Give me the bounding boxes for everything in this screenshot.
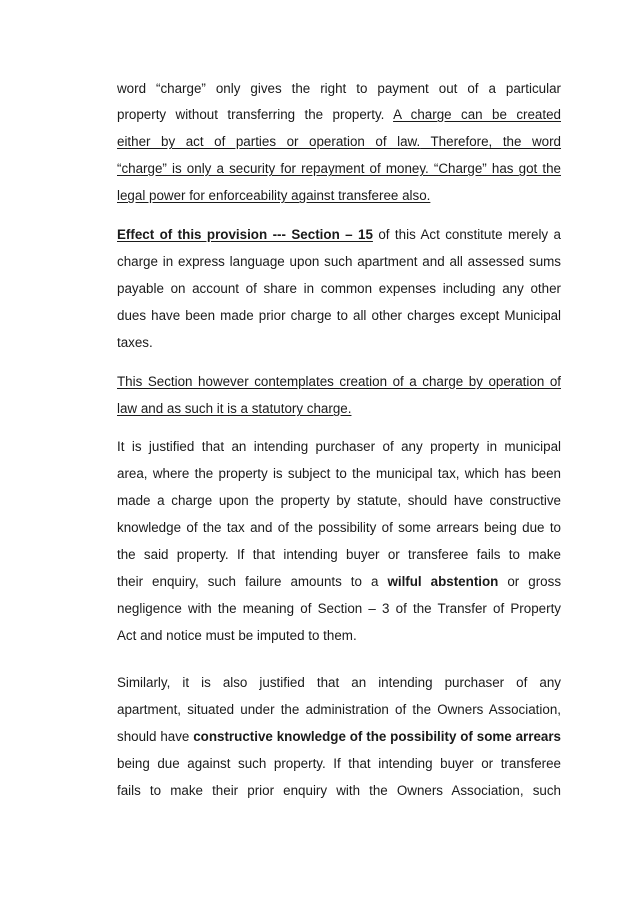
text-run: dues have been made prior charge to all other charges except Municipal <box>117 308 561 323</box>
text-run: payable on account of share in common expenses including any other <box>117 281 561 296</box>
text-run: taxes. <box>117 335 153 350</box>
bold-text: constructive knowledge of the possibility of some arrears <box>193 729 562 744</box>
text-run: word “charge” only gives the right to payment out of a particular <box>117 81 561 96</box>
text-line <box>117 187 561 205</box>
underlined-text: A charge can be created <box>393 107 561 122</box>
text-line <box>117 373 561 391</box>
text-line <box>117 573 561 591</box>
text-line <box>117 400 561 418</box>
text-run: fails to make their prior enquiry with the Owners Association, such <box>117 783 561 798</box>
text-line <box>117 600 561 618</box>
text-run: the said property. If that intending buyer or transferee fails to make <box>117 547 561 562</box>
underlined-text: legal power for enforceability against transferee also. <box>117 188 431 203</box>
text-run: charge in express language upon such apartment and all assessed sums <box>117 254 561 269</box>
underlined-text: “charge” is only a security for repayment of money. “Charge” has got the <box>117 161 561 176</box>
text-line <box>117 160 561 178</box>
underlined-text: Therefore, the word <box>420 134 562 149</box>
text-line <box>117 701 561 719</box>
text-run: knowledge of the tax and of the possibility of some arrears being due to <box>117 520 561 535</box>
text-line <box>117 627 561 645</box>
text-line <box>117 546 561 564</box>
bold-text: wilful abstention <box>387 574 499 589</box>
text-line <box>117 106 561 124</box>
section-heading: Effect of this provision --- Section – 15 <box>117 227 373 242</box>
text-line <box>117 133 561 151</box>
text-run: or gross <box>498 574 562 589</box>
text-line <box>117 728 561 746</box>
text-run: area, where the property is subject to the municipal tax, which has been <box>117 466 561 481</box>
text-run: property without transferring the property. <box>117 107 394 122</box>
text-line <box>117 80 561 98</box>
text-run: apartment, situated under the administration of the Owners Association, <box>117 702 561 717</box>
text-line <box>117 519 561 537</box>
text-run: Similarly, it is also justified that an intending purchaser of any <box>117 675 561 690</box>
text-run: Act and notice must be imputed to them. <box>117 628 357 643</box>
text-line <box>117 226 561 244</box>
text-run: being due against such property. If that intending buyer or transferee <box>117 756 561 771</box>
text-run: It is justified that an intending purchaser of any property in municipal <box>117 439 561 454</box>
underlined-text: either by act of parties or operation of law. <box>117 134 421 149</box>
text-run: negligence with the meaning of Section – 3 of the Transfer of Property <box>117 601 561 616</box>
text-line <box>117 782 561 800</box>
text-run: of this Act constitute merely a <box>372 227 561 242</box>
text-run: should have <box>117 729 194 744</box>
underlined-text: This Section however contemplates creation of a charge by operation of <box>117 374 561 389</box>
text-line <box>117 465 561 483</box>
text-line <box>117 307 561 325</box>
text-line <box>117 755 561 773</box>
text-line <box>117 334 561 352</box>
text-run: made a charge upon the property by statute, should have constructive <box>117 493 561 508</box>
text-line <box>117 674 561 692</box>
text-run: their enquiry, such failure amounts to a <box>117 574 388 589</box>
text-line <box>117 492 561 510</box>
text-line <box>117 253 561 271</box>
text-line <box>117 438 561 456</box>
underlined-text: law and as such it is a statutory charge. <box>117 401 352 416</box>
text-line <box>117 280 561 298</box>
